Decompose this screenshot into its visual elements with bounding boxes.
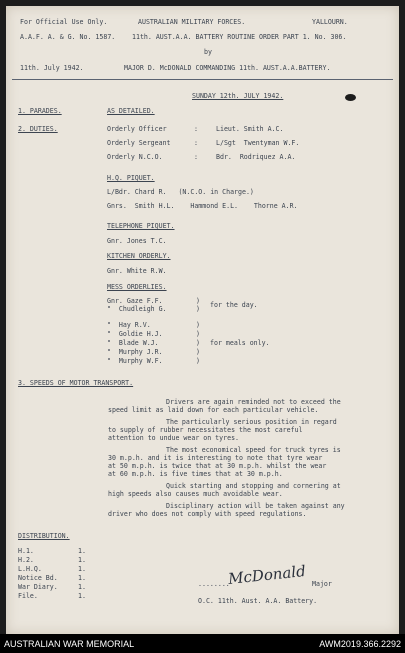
mess-orderly-name: " Murphy W.F. bbox=[107, 357, 163, 365]
paragraph-line: The most economical speed for truck tyres is bbox=[166, 446, 341, 454]
paragraph-line: driver who does not comply with speed regulations. bbox=[108, 510, 307, 518]
header-rule bbox=[12, 79, 393, 80]
order-title: 11th. AUST.A.A. BATTERY ROUTINE ORDER PART 1. No. 306. bbox=[132, 33, 347, 41]
distribution-qty: 1. bbox=[78, 574, 86, 582]
handwritten-signature: McDonald bbox=[227, 561, 307, 589]
distribution-qty: 1. bbox=[78, 583, 86, 591]
paragraph-line: high speeds also causes much avoidable wear. bbox=[108, 490, 283, 498]
paragraph-line: speed limit as laid down for each particular vehicle. bbox=[108, 406, 319, 414]
brace: ) bbox=[196, 357, 200, 365]
duty-role: Orderly Officer bbox=[107, 125, 167, 133]
footer-institution: AUSTRALIAN WAR MEMORIAL bbox=[4, 639, 135, 649]
kitchen-orderly-heading: KITCHEN ORDERLY. bbox=[107, 252, 171, 260]
distribution-qty: 1. bbox=[78, 556, 86, 564]
signature-title: O.C. 11th. Aust. A.A. Battery. bbox=[198, 597, 318, 605]
duty-name: Lieut. Smith A.C. bbox=[216, 125, 284, 133]
section-3-heading: 3. SPEEDS OF MOTOR TRANSPORT. bbox=[18, 379, 134, 387]
duty-role: Orderly N.C.O. bbox=[107, 153, 163, 161]
paragraph-line: at 50 m.p.h. is twice that at 30 m.p.h. whilst the wear bbox=[108, 462, 327, 470]
distribution-qty: 1. bbox=[78, 547, 86, 555]
reference-number: A.A.F. A. & G. No. 1587. bbox=[20, 33, 116, 41]
mess-orderly-name: " Hay R.V. bbox=[107, 321, 151, 329]
distribution-item: H.2. bbox=[18, 556, 34, 564]
section-1-text: AS DETAILED. bbox=[107, 107, 155, 115]
distribution-item: L.H.Q. bbox=[18, 565, 42, 573]
signature-rank: Major bbox=[312, 580, 332, 588]
mess-orderly-name: " Murphy J.R. bbox=[107, 348, 163, 356]
distribution-heading: DISTRIBUTION. bbox=[18, 532, 70, 540]
section-2-heading: 2. DUTIES. bbox=[18, 125, 58, 133]
duty-name: Bdr. Rodriquez A.A. bbox=[216, 153, 296, 161]
official-use-label: For Official Use Only. bbox=[20, 18, 108, 26]
distribution-item: H.1. bbox=[18, 547, 34, 555]
section-1-heading: 1. PARADES. bbox=[18, 107, 62, 115]
archive-footer bbox=[0, 634, 405, 653]
mess-meals-note: for meals only. bbox=[210, 339, 270, 347]
mess-orderly-name: Gnr. Gaze F.F. bbox=[107, 297, 163, 305]
document-page bbox=[6, 6, 399, 634]
distribution-qty: 1. bbox=[78, 592, 86, 600]
signature-dots: ........ bbox=[198, 580, 230, 588]
brace: ) bbox=[196, 297, 200, 305]
by-label: by bbox=[204, 48, 212, 56]
mess-orderly-name: " Blade W.J. bbox=[107, 339, 159, 347]
hq-piquet-gunners: Gnrs. Smith H.L. Hammond E.L. Thorne A.R. bbox=[107, 202, 298, 210]
brace: ) bbox=[196, 330, 200, 338]
paragraph-line: attention to undue wear on tyres. bbox=[108, 434, 240, 442]
paragraph-line: Disciplinary action will be taken against any bbox=[166, 502, 345, 510]
section-date: SUNDAY 12th. JULY 1942. bbox=[192, 92, 284, 100]
duty-name: L/Sgt Twentyman W.F. bbox=[216, 139, 300, 147]
paragraph-line: at 60 m.p.h. is five times that at 30 m.p.h. bbox=[108, 470, 283, 478]
paragraph-line: Drivers are again reminded not to exceed the bbox=[166, 398, 341, 406]
hq-piquet-nco: L/Bdr. Chard R. (N.C.O. in Charge.) bbox=[107, 188, 254, 196]
duty-colon: : bbox=[194, 153, 198, 161]
place-label: YALLOURN. bbox=[312, 18, 348, 26]
duty-colon: : bbox=[194, 125, 198, 133]
mess-orderly-name: " Chudleigh G. bbox=[107, 305, 167, 313]
order-date: 11th. July 1942. bbox=[20, 64, 84, 72]
paragraph-line: Quick starting and stopping and cornering at bbox=[166, 482, 341, 490]
telephone-piquet-heading: TELEPHONE PIQUET. bbox=[107, 222, 175, 230]
telephone-piquet-name: Gnr. Jones T.C. bbox=[107, 237, 167, 245]
distribution-item: File. bbox=[18, 592, 38, 600]
punch-hole bbox=[345, 94, 356, 101]
brace: ) bbox=[196, 321, 200, 329]
footer-accession-number: AWM2019.366.2292 bbox=[319, 639, 401, 649]
duty-role: Orderly Sergeant bbox=[107, 139, 171, 147]
distribution-qty: 1. bbox=[78, 565, 86, 573]
mess-orderlies-heading: MESS ORDERLIES. bbox=[107, 283, 167, 291]
brace: ) bbox=[196, 348, 200, 356]
brace: ) bbox=[196, 339, 200, 347]
brace: ) bbox=[196, 305, 200, 313]
hq-piquet-heading: H.Q. PIQUET. bbox=[107, 174, 155, 182]
paragraph-line: to supply of rubber necessitates the most careful bbox=[108, 426, 303, 434]
distribution-item: Notice Bd. bbox=[18, 574, 58, 582]
commander-label: MAJOR D. McDONALD COMMANDING 11th. AUST.A.A.BATTERY. bbox=[124, 64, 331, 72]
mess-day-note: for the day. bbox=[210, 301, 258, 309]
paragraph-line: The particularly serious position in regard bbox=[166, 418, 337, 426]
forces-label: AUSTRALIAN MILITARY FORCES. bbox=[138, 18, 246, 26]
paragraph-line: 30 m.p.h. and it is interesting to note that tyre wear bbox=[108, 454, 323, 462]
duty-colon: : bbox=[194, 139, 198, 147]
mess-orderly-name: " Goldie H.J. bbox=[107, 330, 163, 338]
distribution-item: War Diary. bbox=[18, 583, 58, 591]
kitchen-orderly-name: Gnr. White R.W. bbox=[107, 267, 167, 275]
